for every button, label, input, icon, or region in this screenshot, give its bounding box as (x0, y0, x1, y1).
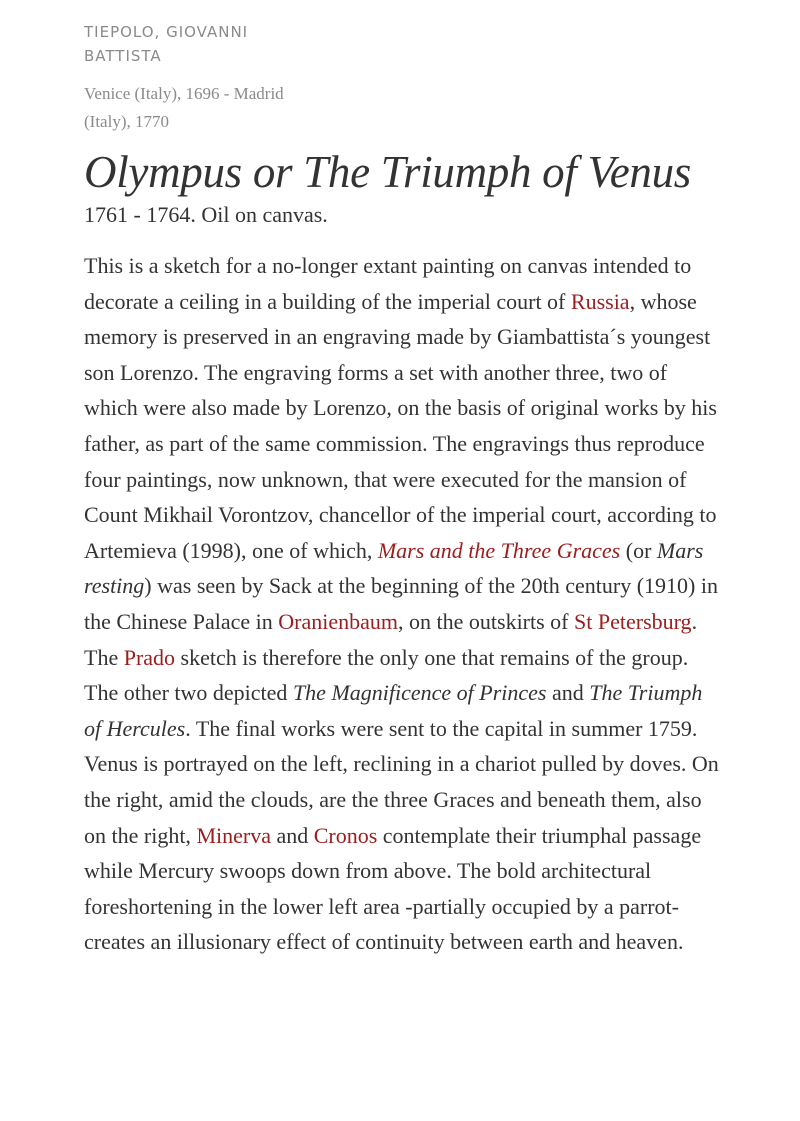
description-text: . The final works were sent to the capital in summer 1759. Venus is portrayed on the left, reclining in a chariot pulled by doves. On the right, amid the clouds, are the three Graces and beneath them, also on the right, (84, 715, 719, 848)
description-text: (or (620, 537, 657, 563)
description-text: contemplate their triumphal passage while Mercury swoops down from above. The bold architectural foreshortening in the lower left area -partially occupied by a parrot- creates an illusionary effect of continuity between earth and heaven. (84, 822, 702, 955)
description-text: , on the outskirts of (398, 608, 575, 634)
link-mars-and-the-three-graces[interactable]: Mars and the Three Graces (377, 537, 621, 563)
title-magnificence-of-princes: The Magnificence of Princes (292, 680, 547, 706)
title-triumph-of-hercules: The Triumph of Hercules (84, 680, 703, 741)
description-text: and (546, 680, 590, 706)
description-text: , whose memory is preserved in an engraving made by Giambattista´s youngest son Lorenzo. The engraving forms a set with another three, two of which were also made by Lorenzo, on the basis of original works by his father, as part of the same commission. The engravings thus reproduce four paintings, now unknown, that were executed for the mansion of Count Mikhail Vorontzov, chancellor of the imperial court, according to Artemieva (1998), one of which, (84, 288, 717, 563)
artwork-detail (84, 20, 724, 960)
artwork-meta: 1761 - 1764. Oil on canvas. (84, 202, 328, 227)
description-text: This is a sketch for a no-longer extant painting on canvas intended to decorate a ceiling in a building of the imperial court of (84, 253, 692, 314)
artwork-title: Olympus or The Triumph of Venus (84, 147, 691, 197)
link-st-petersburg[interactable]: St Petersburg (574, 608, 692, 634)
description-text: sketch is therefore the only one that remains of the group. The other two depicted (84, 644, 689, 706)
description-text: . The (84, 608, 698, 670)
link-prado[interactable]: Prado (123, 644, 176, 670)
link-russia[interactable]: Russia (570, 288, 630, 314)
link-cronos[interactable]: Cronos (313, 822, 378, 848)
description-text: ) was seen by Sack at the beginning of the 20th century (1910) in the Chinese Palace in (84, 573, 718, 634)
link-oranienbaum[interactable]: Oranienbaum (278, 608, 399, 634)
artist-dates: Venice (Italy), 1696 - Madrid (Italy), 1770 (84, 84, 284, 131)
description-text: and (270, 822, 314, 848)
artwork-description (84, 248, 724, 960)
title-mars-resting: Mars resting (84, 537, 704, 599)
link-minerva[interactable]: Minerva (196, 822, 271, 848)
artist-name[interactable]: TIEPOLO, GIOVANNI BATTISTA (84, 23, 249, 65)
